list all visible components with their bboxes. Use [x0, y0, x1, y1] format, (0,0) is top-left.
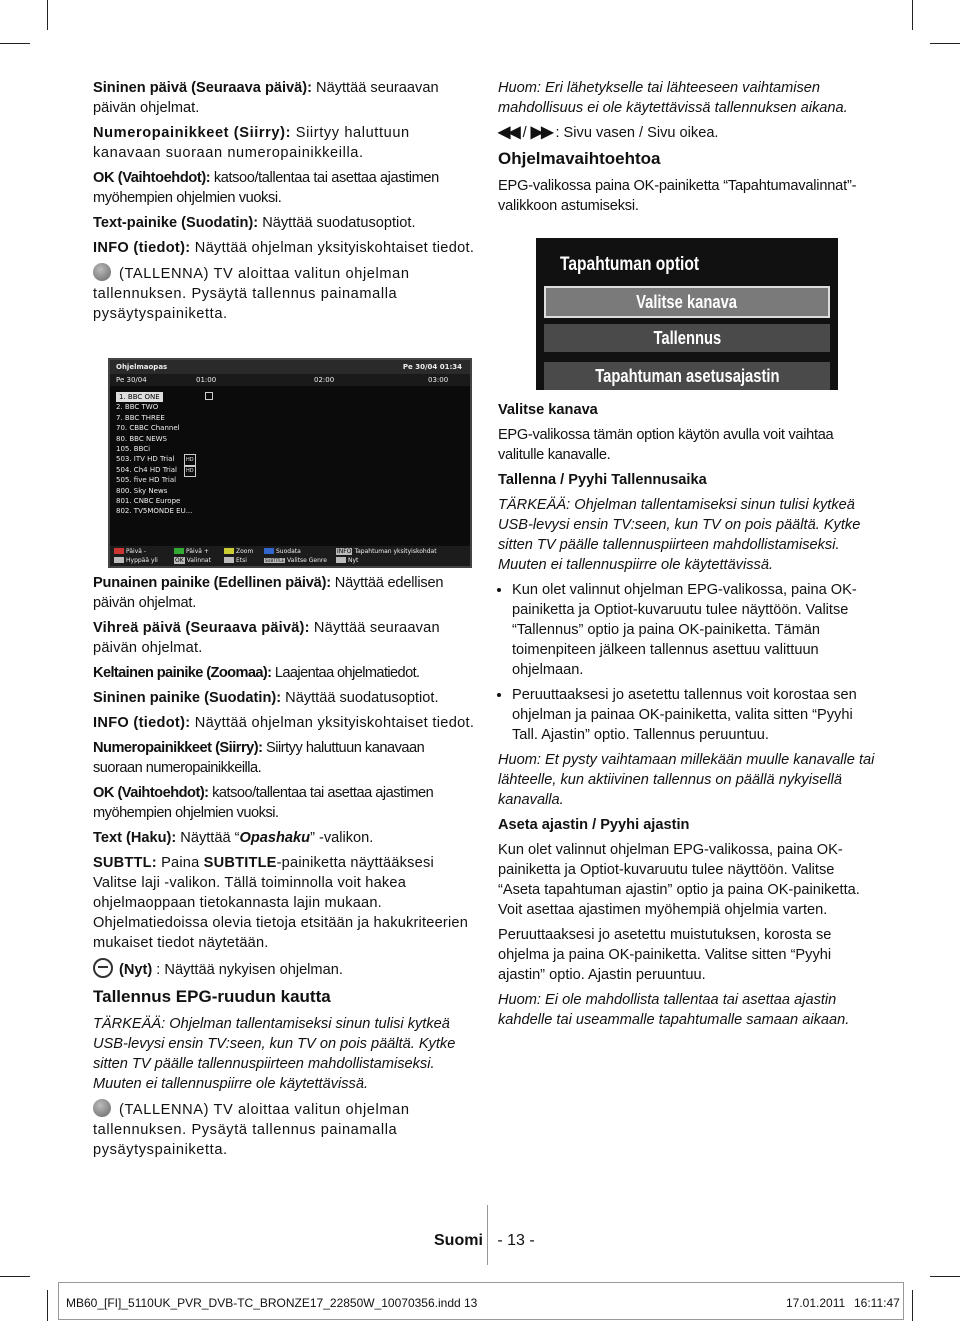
- info-key: INFO: [337, 548, 352, 555]
- rewind-icon: ◀◀: [498, 124, 519, 141]
- text: : Sivu vasen / Sivu oikea.: [551, 125, 719, 141]
- epg-channel[interactable]: 801. CNBC Europe: [116, 497, 181, 506]
- paragraph: [93, 663, 475, 683]
- bold-term: OK (Vaihtoehdot):: [93, 170, 211, 186]
- epg-channel[interactable]: 800. Sky News: [116, 486, 168, 495]
- paragraph: [93, 958, 475, 980]
- epg-header: [110, 360, 470, 374]
- text: Näyttää ohjelman yksityiskohtaiset tiedot.: [190, 715, 475, 731]
- hd-icon: HD: [184, 465, 196, 477]
- bold-term: SUBTITLE: [203, 855, 277, 871]
- epg-time: 03:00: [428, 376, 449, 384]
- epg-key-label: Valinnat: [186, 557, 211, 564]
- crop-mark: [912, 0, 913, 30]
- paragraph: [93, 1099, 475, 1160]
- yellow-key-icon: [224, 548, 234, 554]
- slug-filename: MB60_[FI]_5110UK_PVR_DVB-TC_BRONZE17_22850W_10070356.indd 13: [66, 1296, 478, 1310]
- epg-key: [224, 557, 247, 565]
- epg-title: Ohjelmaopas: [116, 363, 168, 371]
- epg-key: [114, 557, 158, 565]
- text: Näyttää seuraavan päivän ohjelmat.: [93, 620, 440, 656]
- epg-footer: [110, 546, 470, 566]
- paragraph: [93, 573, 475, 613]
- menu-item-label: Valitse kanava: [636, 292, 738, 312]
- list-item: • Peruuttaaksesi jo asetettu tallennus voit korostaa sen ohjelman ja painaa OK-painiketta, valita sitten “Pyyhi Tall. Ajastin” optio. Tallennus peruuntuu.: [512, 685, 880, 745]
- paragraph: [93, 78, 475, 118]
- note: Huom: Eri lähetykselle tai lähteeseen vaihtamisen mahdollisuus ei ole käytettävissä tallennuksen aikana.: [498, 80, 848, 116]
- paragraph: EPG-valikossa tämän option käytön avulla voit vaihtaa valitulle kanavalle.: [498, 427, 834, 463]
- ok-key: OK: [175, 557, 184, 564]
- epg-key: [264, 548, 301, 556]
- list-item: • Kun olet valinnut ohjelman EPG-valikossa, paina OK-painiketta ja Optiot-kuvaruutu tulee näyttöön. Valitse “Tallennus” optio ja paina OK-painiketta. Tämän toimenpiteen jälkeen tallennus asettuu valittuun ohjelmaan.: [512, 580, 880, 680]
- epg-key-label: Hyppää yli: [126, 557, 158, 564]
- epg-datetime: Pe 30/04 01:34: [402, 363, 462, 371]
- crop-mark: [0, 1276, 30, 1277]
- epg-channel[interactable]: 2. BBC TWO: [116, 403, 159, 412]
- epg-time: 02:00: [314, 376, 335, 384]
- text: Näyttää ohjelman yksityiskohtaiset tiedot.: [190, 240, 475, 256]
- epg-key-label: Suodata: [276, 548, 301, 555]
- epg-key: [224, 548, 253, 556]
- epg-key-label: Päivä +: [186, 548, 209, 555]
- epg-timeline: [110, 374, 470, 386]
- event-options-menu: [536, 238, 838, 390]
- section-heading: Ohjelmavaihtoehtoa: [498, 149, 661, 168]
- bold-italic-term: Opashaku: [239, 830, 311, 846]
- slug-time: 16:11:47: [854, 1296, 900, 1310]
- paragraph: [93, 688, 475, 708]
- paragraph: [93, 783, 475, 823]
- epg-date: Pe 30/04: [116, 376, 147, 384]
- text: Näyttää suodatusoptiot.: [281, 690, 439, 706]
- epg-key: [174, 557, 211, 565]
- text: (TALLENNA) TV aloittaa valitun ohjelman tallennuksen. Pysäytä tallennus painamalla pysäytyspainiketta.: [93, 266, 410, 322]
- page-nav-line: [498, 123, 880, 143]
- epg-channel[interactable]: [110, 392, 470, 402]
- blue-key-icon: [264, 548, 274, 554]
- paragraph: [93, 828, 475, 848]
- right-column-top: [498, 78, 880, 221]
- paragraph: [93, 713, 475, 733]
- bold-term: (Nyt): [119, 962, 153, 978]
- paragraph: Kun olet valinnut ohjelman EPG-valikossa, paina OK-painiketta ja Optiot-kuvaruutu tulee näyttöön. Valitse “Aseta tapahtuman ajastin” optio ja paina OK-painiketta. Voit asettaa ajastimen myöhempiä ohjelmia varten.: [498, 842, 860, 918]
- now-button-icon: [93, 958, 113, 978]
- epg-channel[interactable]: [110, 465, 470, 475]
- hd-icon: HD: [184, 454, 196, 466]
- epg-key-label: Etsi: [236, 557, 247, 564]
- text: katsoo/tallentaa tai asettaa ajastimen myöhempien ohjelmien vuoksi.: [93, 170, 439, 206]
- epg-screenshot: [108, 358, 472, 568]
- green-key-icon: [174, 548, 184, 554]
- subheading: Aseta ajastin / Pyyhi ajastin: [498, 817, 690, 833]
- left-column-top: [93, 78, 475, 329]
- text-key-icon: [224, 557, 234, 563]
- page-footer: [434, 1232, 535, 1250]
- text: /: [518, 125, 531, 141]
- crop-mark: [912, 1290, 913, 1321]
- right-column-bottom: [498, 400, 880, 1035]
- paragraph: EPG-valikossa paina OK-painiketta “Tapahtumavalinnat”-valikkoon astumiseksi.: [498, 178, 857, 214]
- bold-term: Text (Haku):: [93, 830, 177, 846]
- epg-key-label: Nyt: [348, 557, 359, 564]
- epg-channel-selected[interactable]: 1. BBC ONE: [116, 392, 163, 402]
- epg-channel-list: [110, 386, 470, 517]
- fast-forward-icon: ▶▶: [530, 124, 552, 141]
- record-button-icon: [93, 1099, 111, 1117]
- text: Näyttää suodatusoptiot.: [258, 215, 416, 231]
- crop-mark: [930, 1276, 960, 1277]
- epg-key-label: Valitse Genre: [287, 557, 327, 564]
- page-number: - 13 -: [497, 1232, 535, 1249]
- record-icon: [205, 392, 213, 400]
- subtitle-key: SUBTITLE: [265, 558, 285, 563]
- bold-term: Keltainen painike (Zoomaa):: [93, 665, 272, 681]
- text: Näyttää edellisen päivän ohjelmat.: [93, 575, 444, 611]
- now-key-icon: [336, 557, 346, 563]
- note: Huom: Ei ole mahdollista tallentaa tai asettaa ajastin kahdelle tai useammalle tapahtumalle samaan aikaan.: [498, 992, 850, 1028]
- epg-key: [336, 548, 437, 556]
- text: Siirtyy haluttuun kanavaan suoraan numeropainikkeilla.: [93, 740, 425, 776]
- epg-channel[interactable]: 105. BBCi: [116, 445, 151, 454]
- text: Näyttää “: [176, 830, 240, 846]
- bold-term: Sininen päivä (Seuraava päivä):: [93, 80, 312, 96]
- epg-channel[interactable]: 802. TV5MONDE EU...: [116, 507, 193, 516]
- paragraph: [93, 213, 475, 233]
- text: Paina: [156, 855, 204, 871]
- menu-item-set-timer[interactable]: [544, 362, 830, 390]
- menu-title: Tapahtuman optiot: [560, 254, 700, 275]
- epg-key-label: Zoom: [236, 548, 254, 555]
- menu-item-record[interactable]: [544, 324, 830, 352]
- epg-channel[interactable]: 80. BBC NEWS: [116, 434, 167, 443]
- text: katsoo/tallentaa tai asettaa ajastimen myöhempien ohjelmien vuoksi.: [93, 785, 434, 821]
- paragraph: [93, 123, 475, 163]
- important-note: TÄRKEÄÄ: Ohjelman tallentamiseksi sinun tulisi kytkeä USB-levysi ensin TV:seen, kun TV on pois päältä. Kytke sitten TV päälle tallennuspiirteen mahdollistamiseksi. Muuten ei tallennuspiirre ole käytettävissä.: [498, 497, 861, 573]
- bold-term: Numeropainikkeet (Siirry):: [93, 125, 292, 141]
- epg-channel[interactable]: 505. five HD Trial: [116, 476, 177, 485]
- epg-channel[interactable]: [110, 454, 470, 464]
- text: (TALLENNA) TV aloittaa valitun ohjelman tallennuksen. Pysäytä tallennus painamalla pysäytyspainiketta.: [93, 1102, 410, 1158]
- menu-item-select-channel[interactable]: [544, 286, 830, 318]
- epg-channel[interactable]: 7. BBC THREE: [116, 413, 165, 422]
- text: Siirtyy haluttuun kanavaan suoraan numeropainikkeilla.: [93, 125, 410, 161]
- crop-mark: [47, 1290, 48, 1321]
- paragraph: [93, 263, 475, 324]
- bold-term: Vihreä päivä (Seuraava päivä):: [93, 620, 310, 636]
- epg-key-label: Päivä -: [126, 548, 146, 555]
- bold-term: Sininen painike (Suodatin):: [93, 690, 282, 706]
- crop-mark: [930, 43, 960, 44]
- left-column-bottom: [93, 573, 475, 1165]
- epg-key: [264, 557, 327, 565]
- note: Huom: Et pysty vaihtamaan millekään muulle kanavalle tai lähteelle, kun aktiivinen tallennus on päällä nykyisellä kanavalla.: [498, 752, 875, 808]
- text: ” -valikon.: [310, 830, 374, 846]
- bold-term: Numeropainikkeet (Siirry):: [93, 740, 263, 756]
- number-keys-icon: [114, 557, 124, 563]
- bold-term: OK (Vaihtoehdot):: [93, 785, 209, 801]
- bold-term: INFO (tiedot):: [93, 240, 191, 256]
- text: Laajentaa ohjelmatiedot.: [271, 665, 420, 681]
- bold-term: Punainen painike (Edellinen päivä):: [93, 575, 331, 591]
- red-key-icon: [114, 548, 124, 554]
- bold-term: Text-painike (Suodatin):: [93, 215, 259, 231]
- paragraph: [93, 853, 475, 953]
- text: -painiketta näyttääksesi Valitse laji -valikon. Tällä toiminnolla voit hakea ohjelmaoppaan tietokannasta lajin mukaan. Ohjelmatiedoissa olevia tietoja etsitään ja hakukriteerien mukaiset tiedot näytetään.: [93, 855, 469, 951]
- slug-date: 17.01.2011: [786, 1296, 846, 1310]
- crop-mark: [0, 43, 30, 44]
- bold-term: INFO (tiedot):: [93, 715, 191, 731]
- record-button-icon: [93, 263, 111, 281]
- paragraph: [93, 738, 475, 778]
- epg-time: 01:00: [196, 376, 217, 384]
- text: : Näyttää nykyisen ohjelman.: [152, 962, 343, 978]
- bold-term: SUBTTL:: [93, 855, 157, 871]
- epg-channel[interactable]: 70. CBBC Channel: [116, 424, 180, 433]
- section-heading: Tallennus EPG-ruudun kautta: [93, 987, 331, 1006]
- paragraph: [93, 238, 475, 258]
- menu-item-label: Tapahtuman asetusajastin: [594, 366, 780, 386]
- epg-key: [114, 548, 146, 556]
- paragraph: Peruuttaaksesi jo asetettu muistutuksen, korosta se ohjelma ja paina OK-painiketta. Valitse sitten “Pyyhi ajastin” optio. Ajastin peruuntuu.: [498, 927, 832, 983]
- epg-key-label: Tapahtuman yksityiskohdat: [354, 548, 437, 555]
- epg-channel-name: 504. Ch4 HD Trial: [116, 465, 177, 474]
- paragraph: [93, 618, 475, 658]
- subheading: Tallenna / Pyyhi Tallennusaika: [498, 472, 707, 488]
- paragraph: [93, 168, 475, 208]
- crop-mark: [47, 0, 48, 30]
- subheading: Valitse kanava: [498, 402, 598, 418]
- epg-key: [336, 557, 358, 565]
- menu-item-label: Tallennus: [653, 328, 721, 348]
- epg-key: [174, 548, 209, 556]
- text: Näyttää seuraavan päivän ohjelmat.: [93, 80, 439, 116]
- important-note: TÄRKEÄÄ: Ohjelman tallentamiseksi sinun tulisi kytkeä USB-levysi ensin TV:seen, kun TV on pois päältä. Kytke sitten TV päälle tallennuspiirteen mahdollistamiseksi. Muuten ei tallennuspiirre ole käytettävissä.: [93, 1016, 456, 1092]
- footer-language: Suomi: [434, 1232, 483, 1249]
- bullet-list: [498, 580, 880, 745]
- epg-channel-name: 503. ITV HD Trial: [116, 455, 175, 464]
